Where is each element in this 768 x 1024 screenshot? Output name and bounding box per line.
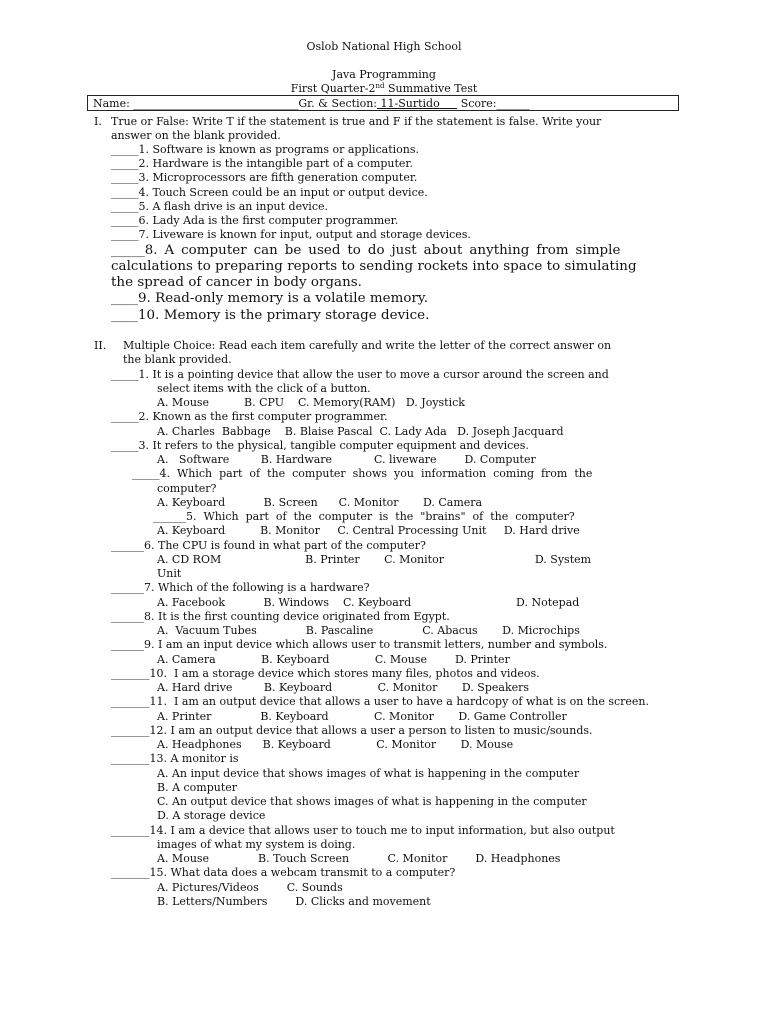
name-blank[interactable]: ______________________________ xyxy=(133,97,299,110)
mc-question-14-cont: images of what my system is doing. xyxy=(157,838,356,851)
part1-instruction-line2: answer on the blank provided. xyxy=(111,129,281,142)
quarter-text: First Quarter-2 xyxy=(290,82,376,95)
mc-choices-10: A. Hard drive B. Keyboard C. Monitor D. Speakers xyxy=(157,681,530,694)
student-info-row xyxy=(93,97,530,110)
mc-choices-8: A. Vacuum Tubes B. Pascaline C. Abacus D. Microchips xyxy=(157,624,580,637)
mc-choices-1: A. Mouse B. CPU C. Memory(RAM) D. Joystick xyxy=(157,396,465,409)
tf-item-2: _____2. Hardware is the intangible part of a computer. xyxy=(111,157,413,170)
test-type: Summative Test xyxy=(384,82,478,95)
tf-item-8: _____8. A computer can be used to do just about anything from simple xyxy=(111,243,621,258)
tf-item-5: _____5. A flash drive is an input device. xyxy=(111,200,328,213)
tf-item-6: _____6. Lady Ada is the first computer programmer. xyxy=(111,214,399,227)
mc-question-3: _____3. It refers to the physical, tangible computer equipment and devices. xyxy=(111,439,529,452)
mc-question-2: _____2. Known as the first computer programmer. xyxy=(111,410,388,423)
tf-item-9: ____9. Read-only memory is a volatile memory. xyxy=(111,291,429,306)
tf-item-8-cont2: the spread of cancer in body organs. xyxy=(111,275,362,290)
section-label: Gr. & Section: xyxy=(298,97,378,110)
mc-question-12: _______12. I am an output device that allows a user a person to listen to music/sounds. xyxy=(111,724,593,737)
mc-choice-13b: B. A computer xyxy=(157,781,238,794)
mc-choices-6-cont: Unit xyxy=(157,567,182,580)
tf-item-3: _____3. Microprocessors are fifth generation computer. xyxy=(111,171,418,184)
tf-item-4: _____4. Touch Screen could be an input or output device. xyxy=(111,186,428,199)
mc-choice-13c: C. An output device that shows images of what is happening in the computer xyxy=(157,795,587,808)
section-blank xyxy=(440,97,457,110)
mc-choices-3: A. Software B. Hardware C. liveware D. Computer xyxy=(157,453,536,466)
part1-numeral: I. xyxy=(94,115,102,128)
part1-instruction-line1: True or False: Write T if the statement is true and F if the statement is false. Write your xyxy=(111,115,602,128)
mc-question-15: _______15. What data does a webcam transmit to a computer? xyxy=(111,866,456,879)
part2-instruction-line2: the blank provided. xyxy=(123,353,232,366)
mc-choices-4: A. Keyboard B. Screen C. Monitor D. Camera xyxy=(157,496,483,509)
mc-question-13: _______13. A monitor is xyxy=(111,752,239,765)
mc-choices-9: A. Camera B. Keyboard C. Mouse D. Printer xyxy=(157,653,510,666)
mc-question-7: ______7. Which of the following is a hardware? xyxy=(111,581,370,594)
mc-choices-14: A. Mouse B. Touch Screen C. Monitor D. Headphones xyxy=(157,852,561,865)
subject-title: Java Programming xyxy=(332,68,436,81)
mc-choices-7: A. Facebook B. Windows C. Keyboard D. Notepad xyxy=(157,596,580,609)
tf-item-10: ____10. Memory is the primary storage device. xyxy=(111,308,430,323)
score-blank[interactable]: ______ xyxy=(496,97,530,110)
mc-choices-15-row2: B. Letters/Numbers D. Clicks and movement xyxy=(157,895,431,908)
mc-question-10: _______10. I am a storage device which stores many files, photos and videos. xyxy=(111,667,540,680)
mc-question-14: _______14. I am a device that allows user to touch me to input information, but also output xyxy=(111,824,615,837)
school-name: Oslob National High School xyxy=(306,40,462,53)
mc-choices-2: A. Charles Babbage B. Blaise Pascal C. Lady Ada D. Joseph Jacquard xyxy=(157,425,564,438)
tf-item-8-cont1: calculations to preparing reports to sending rockets into space to simulating xyxy=(111,259,637,274)
mc-question-8: ______8. It is the first counting device originated from Egypt. xyxy=(111,610,450,623)
section-value xyxy=(377,97,457,110)
mc-question-11: _______11. I am an output device that allows a user to have a hardcopy of what is on the screen. xyxy=(111,695,650,708)
name-label: Name: xyxy=(93,97,134,110)
mc-choice-13a: A. An input device that shows images of what is happening in the computer xyxy=(157,767,580,780)
mc-choice-13d: D. A storage device xyxy=(157,809,266,822)
mc-choices-11: A. Printer B. Keyboard C. Monitor D. Game Controller xyxy=(157,710,567,723)
section-text: 11-Surtido xyxy=(377,97,440,110)
part2-numeral: II. xyxy=(94,339,107,352)
mc-question-6: ______6. The CPU is found in what part of the computer? xyxy=(111,539,426,552)
mc-question-5: ______5. Which part of the computer is the "brains" of the computer? xyxy=(153,510,575,523)
mc-question-1-cont: select items with the click of a button. xyxy=(157,382,371,395)
score-label: Score: xyxy=(457,97,497,110)
mc-question-4: _____4. Which part of the computer shows you information coming from the xyxy=(132,467,593,480)
mc-question-1: _____1. It is a pointing device that allow the user to move a cursor around the screen and xyxy=(111,368,609,381)
tf-item-1: _____1. Software is known as programs or applications. xyxy=(111,143,420,156)
part2-instruction-line1: Multiple Choice: Read each item carefully and write the letter of the correct answer on xyxy=(123,339,612,352)
mc-choices-6: A. CD ROM B. Printer C. Monitor D. System xyxy=(157,553,592,566)
mc-choices-12: A. Headphones B. Keyboard C. Monitor D. Mouse xyxy=(157,738,514,751)
mc-question-9: ______9. I am an input device which allows user to transmit letters, number and symbols. xyxy=(111,638,608,651)
quarter-ordinal: nd xyxy=(375,82,385,90)
mc-question-4-cont: computer? xyxy=(157,482,217,495)
test-title xyxy=(0,82,768,95)
mc-choices-15-row1: A. Pictures/Videos C. Sounds xyxy=(157,881,343,894)
mc-choices-5: A. Keyboard B. Monitor C. Central Processing Unit D. Hard drive xyxy=(157,524,580,537)
tf-item-7: _____7. Liveware is known for input, output and storage devices. xyxy=(111,228,471,241)
